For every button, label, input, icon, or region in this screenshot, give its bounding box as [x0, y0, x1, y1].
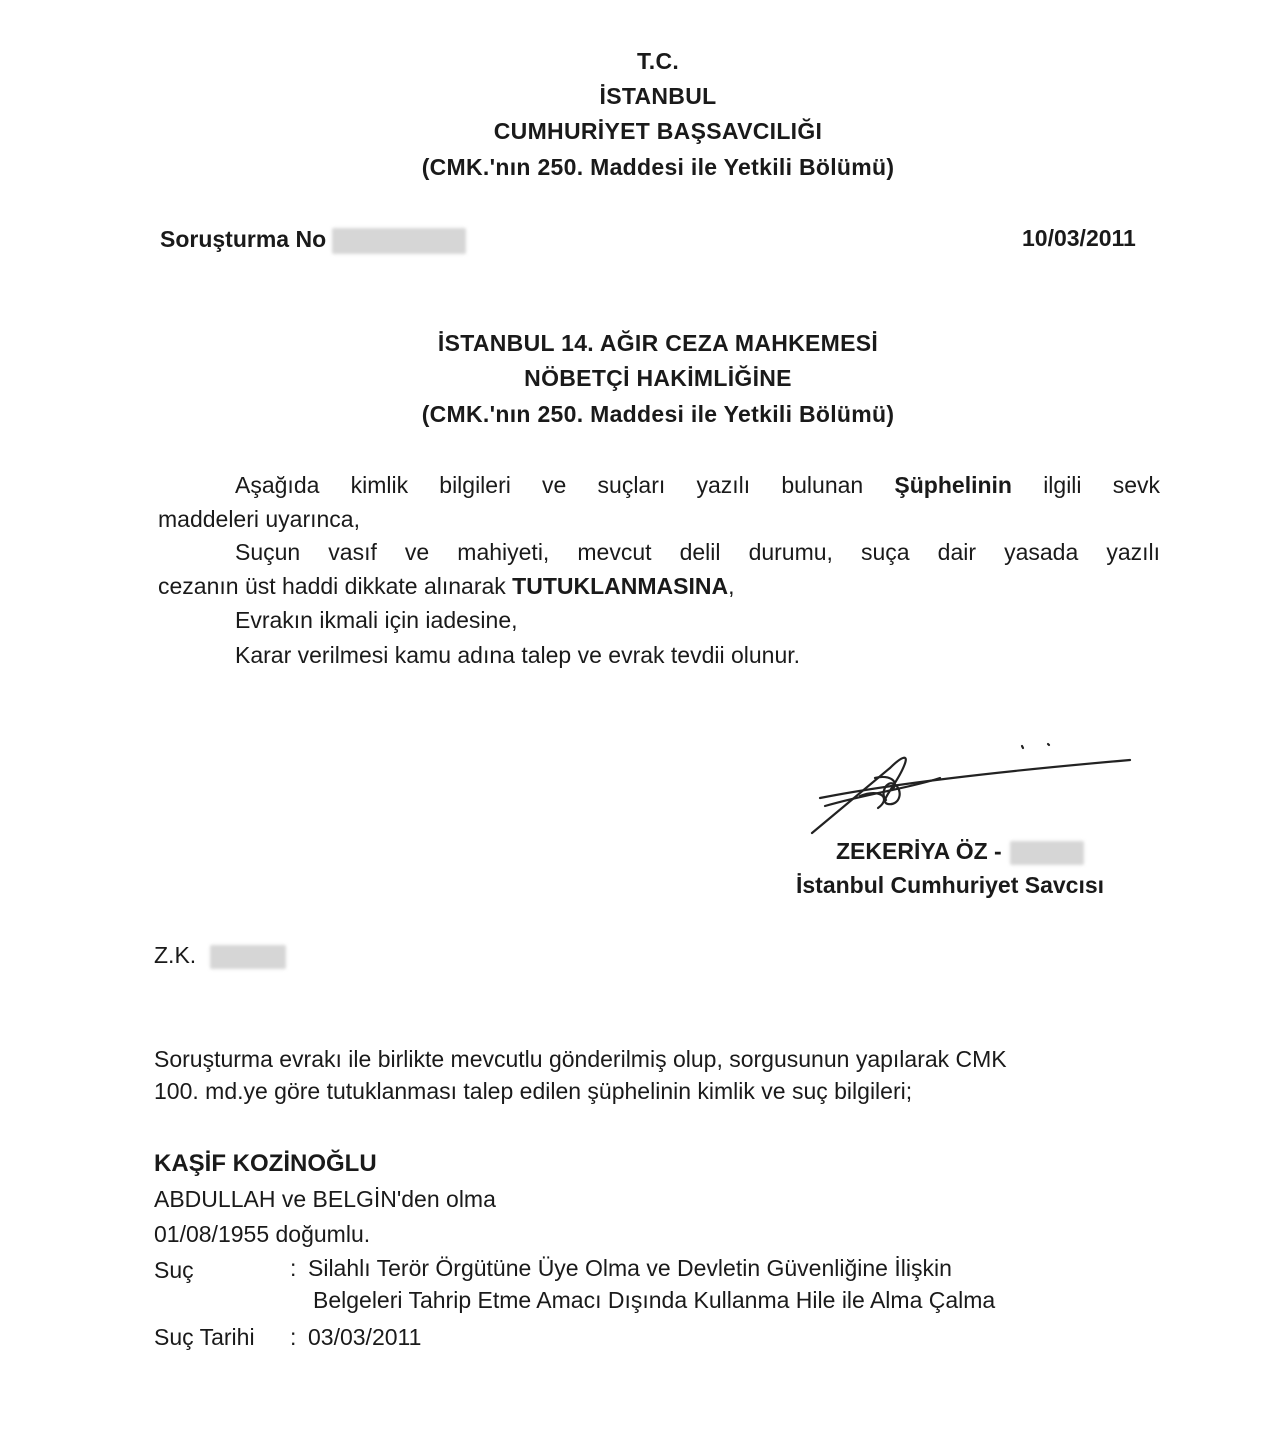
body-paragraph-1 [158, 468, 1160, 536]
body-paragraph-1-line-1 [158, 468, 1160, 502]
p2-lead-text: cezanın üst haddi dikkate alınarak [158, 573, 506, 599]
reference-number [160, 226, 466, 254]
recipient-line-court: İSTANBUL 14. AĞIR CEZA MAHKEMESİ [437, 330, 879, 356]
crime-colon: : [290, 1255, 297, 1281]
body-paragraph-3: Evrakın ikmali için iadesine, [235, 607, 518, 633]
intro-line-1: Soruşturma evrakı ile birlikte mevcutlu gönderilmiş olup, sorgusunun yapılarak CMK [154, 1046, 1007, 1072]
redacted-zk-value [210, 945, 286, 969]
crime-date: 03/03/2011 [308, 1324, 422, 1350]
signatory-name-line [836, 838, 1084, 865]
intro-line-2: 100. md.ye göre tutuklanması talep edilen şüphelinin kimlik ve suç bilgileri; [154, 1078, 913, 1104]
redacted-reference-number [332, 228, 466, 254]
redacted-signatory-number [1010, 841, 1084, 865]
body-paragraph-2-line-2 [158, 569, 1160, 603]
p2-bold-text: TUTUKLANMASINA [512, 573, 729, 599]
body-paragraph-4: Karar verilmesi kamu adına talep ve evrak tevdii olunur. [235, 642, 801, 668]
body-paragraph-1-line-2: maddeleri uyarınca, [158, 506, 360, 532]
p1-tail-text: ilgili sevk [1043, 472, 1161, 498]
suspect-birth: 01/08/1955 doğumlu. [154, 1221, 371, 1247]
body-paragraph-2 [158, 535, 1160, 603]
p1-lead-text: Aşağıda kimlik bilgileri ve suçları yazılı bulunan [235, 472, 864, 498]
reference-label: Soruşturma No [160, 226, 327, 252]
crime-label: Suç [154, 1257, 194, 1283]
zk-label: Z.K. [154, 942, 197, 968]
header-line-section: (CMK.'nın 250. Maddesi ile Yetkili Bölümü) [421, 154, 895, 180]
body-paragraph-2-line-1: Suçun vasıf ve mahiyeti, mevcut delil durumu, suça dair yasada yazılı [235, 539, 1160, 565]
header-line-office: CUMHURİYET BAŞSAVCILIĞI [493, 118, 823, 144]
handwritten-signature [800, 738, 1140, 843]
header-line-city: İSTANBUL [599, 83, 717, 109]
signatory-title: İstanbul Cumhuriyet Savcısı [796, 872, 1105, 898]
crime-date-label: Suç Tarihi [154, 1324, 255, 1350]
signatory-name: ZEKERİYA ÖZ - [836, 838, 1002, 864]
crime-date-colon: : [290, 1324, 297, 1350]
suspect-parents: ABDULLAH ve BELGİN'den olma [154, 1186, 496, 1212]
header-line-tc: T.C. [636, 48, 680, 74]
crime-line-2: Belgeleri Tahrip Etme Amacı Dışında Kullanma Hile ile Alma Çalma [313, 1287, 996, 1313]
zk-line [154, 942, 286, 969]
suspect-name: KAŞİF KOZİNOĞLU [154, 1150, 377, 1177]
recipient-line-judge: NÖBETÇİ HAKİMLİĞİNE [524, 365, 792, 391]
recipient-line-section: (CMK.'nın 250. Maddesi ile Yetkili Bölümü) [421, 401, 895, 427]
crime-line-1: Silahlı Terör Örgütüne Üye Olma ve Devletin Güvenliğine İlişkin [308, 1255, 952, 1281]
p1-bold-text: Şüphelinin [894, 472, 1012, 498]
p2-tail-text: , [728, 573, 735, 599]
document-date: 10/03/2011 [1022, 225, 1136, 251]
